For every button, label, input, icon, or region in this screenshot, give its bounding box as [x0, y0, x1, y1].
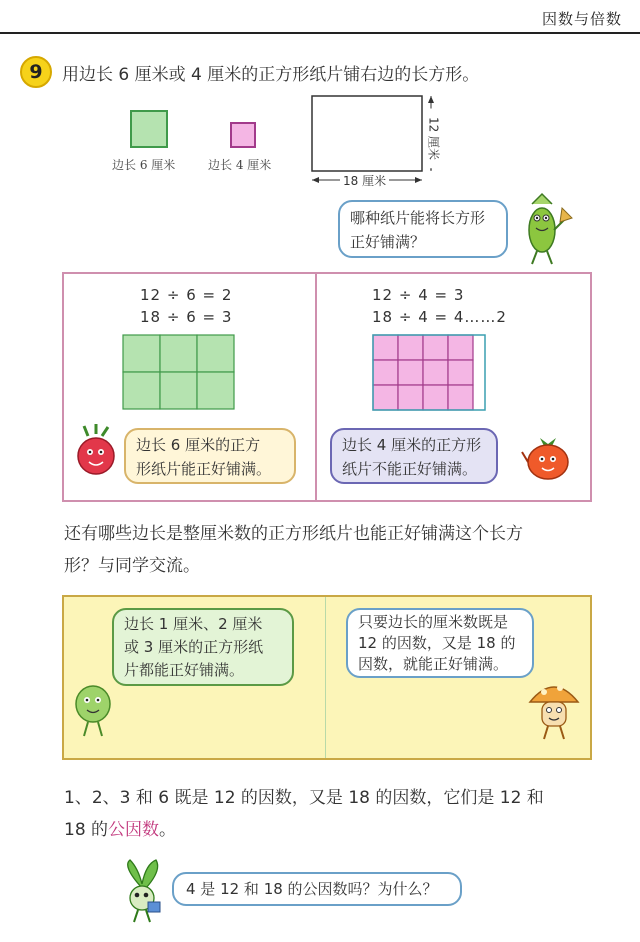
- tile: [423, 335, 448, 360]
- tile: [160, 335, 197, 372]
- problem-prompt: 用边长 6 厘米或 4 厘米的正方形纸片铺右边的长方形。: [62, 65, 480, 85]
- pink-square-label: 边长 4 厘米: [208, 158, 272, 172]
- yellow-right-line-3: 因数，就能正好铺满。: [358, 655, 509, 673]
- conclusion-line-2-end: 。: [159, 820, 177, 840]
- discussion-panel-divider: [325, 597, 326, 758]
- rectangle-height-label: 12 厘米: [426, 109, 443, 169]
- final-question-bubble: [172, 872, 462, 906]
- right-equation-2: 18 ÷ 4 = 4……2: [372, 308, 507, 326]
- yellow-left-line-2: 或 3 厘米的正方形纸: [124, 638, 264, 656]
- chapter-title: 因数与倍数: [541, 10, 622, 28]
- tile: [398, 360, 423, 385]
- question-line-2: 正好铺满？: [350, 233, 426, 251]
- green-square-label: 边长 6 厘米: [112, 158, 176, 172]
- left-panel-bubble: [124, 428, 296, 484]
- left-equation-1: 12 ÷ 6 = 2: [140, 286, 233, 304]
- question-bubble: [338, 200, 508, 258]
- conclusion-line-2-start: 18 的: [64, 820, 109, 840]
- radish-character-icon: [70, 424, 122, 480]
- right-bubble-line-1: 边长 4 厘米的正方形: [342, 436, 482, 454]
- rectangle-width-label: 18 厘米: [340, 172, 389, 189]
- left-bubble-line-1: 边长 6 厘米的正方: [136, 436, 261, 454]
- comparison-divider: [315, 274, 317, 500]
- tile: [398, 335, 423, 360]
- leafy-plant-character-icon: [112, 858, 174, 924]
- tile: [373, 360, 398, 385]
- tile: [160, 372, 197, 409]
- cabbage-character-icon: [68, 676, 118, 738]
- yellow-right-line-2: 12 的因数，又是 18 的: [358, 634, 516, 652]
- right-panel-bubble: [330, 428, 498, 484]
- left-equation-2: 18 ÷ 6 = 3: [140, 308, 233, 326]
- left-tiling-grid: [122, 334, 236, 412]
- problem-number-badge: 9: [20, 56, 52, 88]
- tile: [373, 335, 398, 360]
- header-rule: [0, 32, 640, 34]
- discussion-line-2: 形？与同学交流。: [64, 556, 200, 576]
- yellow-left-bubble: [112, 608, 294, 686]
- left-bubble-line-2: 形纸片能正好铺满。: [136, 460, 272, 478]
- tile: [197, 372, 234, 409]
- conclusion-line-1: 1、2、3 和 6 既是 12 的因数，又是 18 的因数，它们是 12 和: [64, 788, 544, 808]
- tile: [398, 385, 423, 410]
- tile: [448, 335, 473, 360]
- tile: [423, 360, 448, 385]
- tile: [448, 360, 473, 385]
- tile: [123, 372, 160, 409]
- right-tiling-grid: [372, 334, 492, 412]
- right-equation-1: 12 ÷ 4 = 3: [372, 286, 465, 304]
- tile: [423, 385, 448, 410]
- tile: [197, 335, 234, 372]
- tile: [448, 385, 473, 410]
- mushroom-character-icon: [526, 676, 582, 742]
- final-question-text: 4 是 12 和 18 的公因数吗？为什么？: [186, 880, 438, 898]
- yellow-left-line-1: 边长 1 厘米、2 厘米: [124, 615, 263, 633]
- pink-square: [230, 122, 256, 148]
- tile: [373, 385, 398, 410]
- right-bubble-line-2: 纸片不能正好铺满。: [342, 460, 478, 478]
- yellow-right-bubble: [346, 608, 534, 678]
- pea-pod-character-icon: [512, 188, 574, 268]
- green-square: [130, 110, 168, 148]
- question-line-1: 哪种纸片能将长方形: [350, 209, 486, 227]
- tomato-character-icon: [520, 430, 576, 484]
- conclusion-line-2: [64, 814, 176, 846]
- discussion-line-1: 还有哪些边长是整厘米数的正方形纸片也能正好铺满这个长方: [64, 524, 523, 544]
- yellow-right-line-1: 只要边长的厘米数既是: [358, 613, 509, 631]
- common-factor-term: 公因数: [108, 820, 160, 840]
- tile: [123, 335, 160, 372]
- yellow-left-line-3: 片都能正好铺满。: [124, 661, 245, 679]
